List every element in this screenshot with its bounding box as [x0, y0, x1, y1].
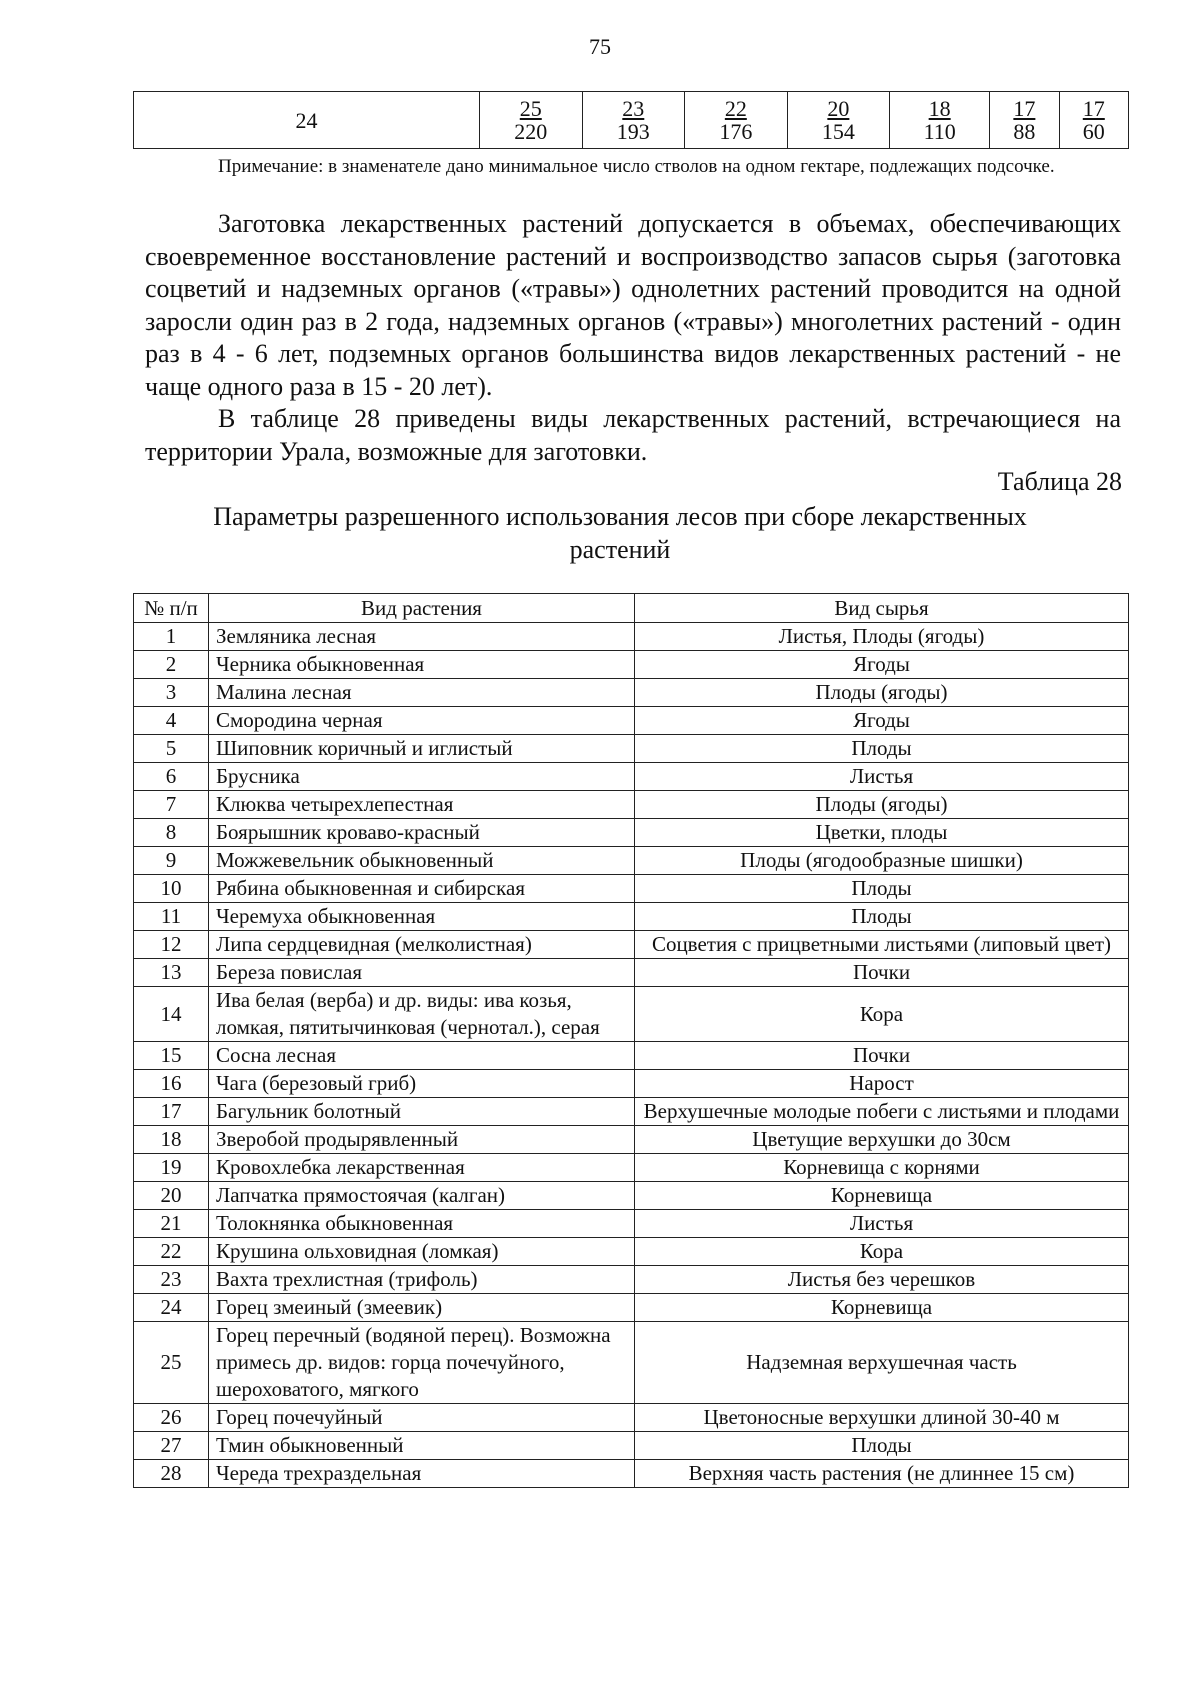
row-number: 15 — [134, 1042, 209, 1070]
row-number: 9 — [134, 847, 209, 875]
plant-name: Малина лесная — [209, 679, 635, 707]
raw-material: Верхняя часть растения (не длиннее 15 см) — [635, 1460, 1129, 1488]
plant-name: Брусника — [209, 763, 635, 791]
numerator: 18 — [928, 96, 951, 121]
row-number: 28 — [134, 1460, 209, 1488]
table-row — [134, 1154, 1129, 1182]
table-row — [134, 707, 1129, 735]
plant-name: Боярышник кроваво-красный — [209, 819, 635, 847]
table-row — [134, 903, 1129, 931]
row-number: 5 — [134, 735, 209, 763]
table-row — [134, 1238, 1129, 1266]
fraction-cell — [890, 92, 990, 149]
plant-name: Липа сердцевидная (мелколистная) — [209, 931, 635, 959]
raw-material: Цветущие верхушки до 30см — [635, 1126, 1129, 1154]
numerator: 22 — [724, 96, 747, 121]
numerator: 25 — [519, 96, 542, 121]
plant-name: Шиповник коричный и иглистый — [209, 735, 635, 763]
plant-name: Черника обыкновенная — [209, 651, 635, 679]
raw-material: Плоды — [635, 875, 1129, 903]
numerator: 17 — [1082, 96, 1105, 121]
plant-name: Толокнянка обыкновенная — [209, 1210, 635, 1238]
table-row — [134, 931, 1129, 959]
raw-material: Ягоды — [635, 707, 1129, 735]
table-row — [134, 819, 1129, 847]
raw-material: Листья, Плоды (ягоды) — [635, 623, 1129, 651]
table-note: Примечание: в знаменателе дано минимальное число стволов на одном гектаре, подлежащих подсочке. — [218, 156, 1055, 177]
table-row — [134, 791, 1129, 819]
table-row — [134, 1266, 1129, 1294]
table-row — [134, 1294, 1129, 1322]
denominator: 110 — [923, 119, 956, 144]
table-row — [134, 1404, 1129, 1432]
plant-name: Горец почечуйный — [209, 1404, 635, 1432]
raw-material: Цветки, плоды — [635, 819, 1129, 847]
denominator: 220 — [514, 119, 548, 144]
fraction-cell — [787, 92, 890, 149]
column-header-number: № п/п — [134, 594, 209, 623]
numerator: 23 — [622, 96, 645, 121]
raw-material: Плоды (ягоды) — [635, 679, 1129, 707]
table-body — [134, 623, 1129, 1488]
plant-name: Рябина обыкновенная и сибирская — [209, 875, 635, 903]
denominator: 60 — [1082, 119, 1105, 144]
row-number: 21 — [134, 1210, 209, 1238]
column-header-plant: Вид растения — [209, 594, 635, 623]
table-row — [134, 987, 1129, 1042]
row-number: 11 — [134, 903, 209, 931]
row-number: 26 — [134, 1404, 209, 1432]
row-number: 10 — [134, 875, 209, 903]
row-number: 8 — [134, 819, 209, 847]
row-number: 4 — [134, 707, 209, 735]
table-row — [134, 875, 1129, 903]
table-row — [134, 651, 1129, 679]
raw-material: Цветоносные верхушки длиной 30-40 м — [635, 1404, 1129, 1432]
table-row — [134, 623, 1129, 651]
raw-material: Плоды — [635, 903, 1129, 931]
raw-material: Листья — [635, 1210, 1129, 1238]
fraction-cell — [685, 92, 788, 149]
plant-name: Зверобой продырявленный — [209, 1126, 635, 1154]
raw-material: Кора — [635, 987, 1129, 1042]
plant-name: Кровохлебка лекарственная — [209, 1154, 635, 1182]
plant-name: Лапчатка прямостоячая (калган) — [209, 1182, 635, 1210]
table-title: Параметры разрешенного использования лесов при сборе лекарственных растений — [213, 502, 1027, 564]
raw-material: Корневища — [635, 1182, 1129, 1210]
row-number: 13 — [134, 959, 209, 987]
plant-name: Можжевельник обыкновенный — [209, 847, 635, 875]
paragraph-table-intro: В таблице 28 приведены виды лекарственных растений, встречающиеся на территории Урала, возможные для заготовки. — [145, 404, 1121, 466]
plant-name: Багульник болотный — [209, 1098, 635, 1126]
plant-name: Горец перечный (водяной перец). Возможна примесь др. видов: горца почечуйного, шероховатого, мягкого — [209, 1322, 635, 1404]
row-number: 22 — [134, 1238, 209, 1266]
row-number: 12 — [134, 931, 209, 959]
plant-name: Череда трехраздельная — [209, 1460, 635, 1488]
raw-material: Почки — [635, 1042, 1129, 1070]
table-label: Таблица 28 — [997, 467, 1122, 496]
plant-name: Горец змеиный (змеевик) — [209, 1294, 635, 1322]
row-number: 19 — [134, 1154, 209, 1182]
table-row — [134, 1322, 1129, 1404]
table-row — [134, 1460, 1129, 1488]
page-number: 75 — [589, 34, 611, 59]
numerator: 17 — [1013, 96, 1036, 121]
raw-material: Плоды (ягодообразные шишки) — [635, 847, 1129, 875]
table-row — [134, 1210, 1129, 1238]
raw-material: Почки — [635, 959, 1129, 987]
row-number: 2 — [134, 651, 209, 679]
plant-name: Чага (березовый гриб) — [209, 1070, 635, 1098]
denominator: 88 — [1013, 119, 1036, 144]
table-row — [134, 959, 1129, 987]
table-row — [134, 1126, 1129, 1154]
plant-name: Крушина ольховидная (ломкая) — [209, 1238, 635, 1266]
fraction-cell — [1059, 92, 1128, 149]
row-number: 20 — [134, 1182, 209, 1210]
plant-name: Смородина черная — [209, 707, 635, 735]
raw-material: Кора — [635, 1238, 1129, 1266]
plant-name: Земляника лесная — [209, 623, 635, 651]
row-number: 1 — [134, 623, 209, 651]
row-number: 7 — [134, 791, 209, 819]
table-row — [134, 1098, 1129, 1126]
denominator: 176 — [719, 119, 753, 144]
table-row — [134, 1432, 1129, 1460]
row-number: 23 — [134, 1266, 209, 1294]
denominator: 193 — [616, 119, 650, 144]
table-row — [134, 92, 1129, 149]
raw-material: Плоды — [635, 1432, 1129, 1460]
table-row — [134, 1182, 1129, 1210]
raw-material: Надземная верхушечная часть — [635, 1322, 1129, 1404]
row-number: 24 — [134, 1294, 209, 1322]
row-number: 6 — [134, 763, 209, 791]
plant-name: Клюква четырехлепестная — [209, 791, 635, 819]
column-header-raw-material: Вид сырья — [635, 594, 1129, 623]
plant-name: Тмин обыкновенный — [209, 1432, 635, 1460]
row-number: 16 — [134, 1070, 209, 1098]
numerator: 20 — [827, 96, 850, 121]
raw-material: Ягоды — [635, 651, 1129, 679]
row-number: 18 — [134, 1126, 209, 1154]
raw-material: Плоды — [635, 735, 1129, 763]
table-row — [134, 1070, 1129, 1098]
table-row — [134, 735, 1129, 763]
row-number: 25 — [134, 1322, 209, 1404]
row-number: 3 — [134, 679, 209, 707]
plant-name: Ива белая (верба) и др. виды: ива козья, ломкая, пятитычинковая (чернотал.), серая — [209, 987, 635, 1042]
table-row — [134, 679, 1129, 707]
medicinal-plants-table — [133, 593, 1129, 1488]
plant-name: Береза повислая — [209, 959, 635, 987]
raw-material: Листья — [635, 763, 1129, 791]
table-row — [134, 763, 1129, 791]
table-header-row — [134, 594, 1129, 623]
denominator: 154 — [821, 119, 855, 144]
plant-name: Сосна лесная — [209, 1042, 635, 1070]
fraction-cell — [990, 92, 1059, 149]
row-number: 14 — [134, 987, 209, 1042]
raw-material: Корневища с корнями — [635, 1154, 1129, 1182]
previous-table-fragment — [133, 91, 1129, 149]
row-label: 24 — [134, 92, 480, 149]
fraction-cell — [480, 92, 583, 149]
raw-material: Листья без черешков — [635, 1266, 1129, 1294]
plant-name: Вахта трехлистная (трифоль) — [209, 1266, 635, 1294]
row-number: 17 — [134, 1098, 209, 1126]
raw-material: Соцветия с прицветными листьями (липовый цвет) — [635, 931, 1129, 959]
raw-material: Верхушечные молодые побеги с листьями и плодами — [635, 1098, 1129, 1126]
plant-name: Черемуха обыкновенная — [209, 903, 635, 931]
raw-material: Плоды (ягоды) — [635, 791, 1129, 819]
row-number: 27 — [134, 1432, 209, 1460]
paragraph-harvesting: Заготовка лекарственных растений допускается в объемах, обеспечивающих своевременное восстановление растений и воспроизводство запасов сырья (заготовка соцветий и надземных органов («травы») однолетних растений проводится на одной заросли один раз в 2 года, надземных органов («травы») многолетних растений - один раз в 4 - 6 лет, подземных органов большинства видов лекарственных растений - не чаще одного раза в 15 - 20 лет). — [145, 209, 1121, 401]
table-row — [134, 847, 1129, 875]
fraction-cell — [582, 92, 685, 149]
table-row — [134, 1042, 1129, 1070]
raw-material: Корневища — [635, 1294, 1129, 1322]
raw-material: Нарост — [635, 1070, 1129, 1098]
